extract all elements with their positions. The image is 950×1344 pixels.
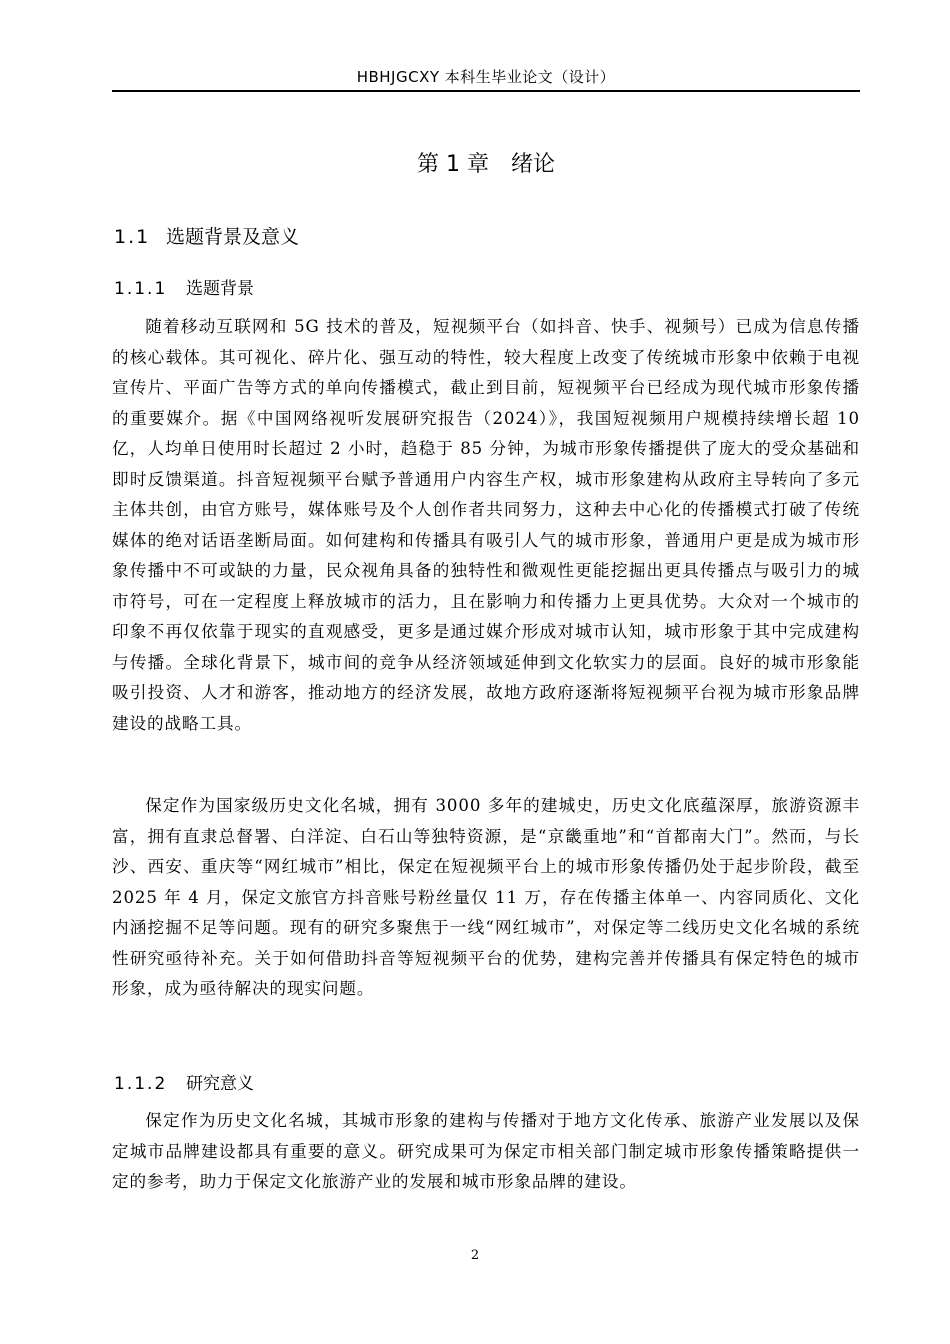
subsection-heading-1-1-1: [114, 274, 254, 299]
section-title: 选题背景及意义: [166, 226, 300, 248]
section-number: 1.1: [114, 226, 151, 248]
subsection-title: 选题背景: [186, 279, 254, 299]
header-divider: [112, 90, 860, 92]
paragraph-background-2: 保定作为国家级历史文化名城，拥有 3000 多年的建城史，历史文化底蕴深厚，旅游资源丰富，拥有直隶总督署、白洋淀、白石山等独特资源，是“京畿重地”和“首都南大门”。然而，与长沙、西安、重庆等“网红城市”相比，保定在短视频平台上的城市形象传播仍处于起步阶段，截至 2025 年 4 月，保定文旅官方抖音账号粉丝量仅 11 万，存在传播主体单一、内容同质化、文化内涵挖掘不足等问题。现有的研究多聚焦于一线“网红城市”，对保定等二线历史文化名城的系统性研究亟待补充。关于如何借助抖音等短视频平台的优势，建构完善并传播具有保定特色的城市形象，成为亟待解决的现实问题。: [112, 796, 860, 998]
subsection-number: 1.1.2: [114, 1074, 168, 1094]
running-header: HBHJGCXY 本科生毕业论文（设计）: [356, 68, 616, 86]
paragraph-significance: 保定作为历史文化名城，其城市形象的建构与传播对于地方文化传承、旅游产业发展以及保定城市品牌建设都具有重要的意义。研究成果可为保定市相关部门制定城市形象传播策略提供一定的参考，助力于保定文化旅游产业的发展和城市形象品牌的建设。: [112, 1111, 860, 1191]
subsection-number: 1.1.1: [114, 279, 168, 299]
chapter-title: 第 1 章 绪论: [417, 152, 555, 177]
paragraph-background-1: 随着移动互联网和 5G 技术的普及，短视频平台（如抖音、快手、视频号）已成为信息传播的核心载体。其可视化、碎片化、强互动的特性，较大程度上改变了传统城市形象中依赖于电视宣传片、平面广告等方式的单向传播模式，截止到目前，短视频平台已经成为现代城市形象传播的重要媒介。据《中国网络视听发展研究报告（2024）》，我国短视频用户规模持续增长超 10 亿，人均单日使用时长超过 2 小时，趋稳于 85 分钟，为城市形象传播提供了庞大的受众基础和即时反馈渠道。抖音短视频平台赋予普通用户内容生产权，城市形象建构从政府主导转向了多元主体共创，由官方账号，媒体账号及个人创作者共同努力，这种去中心化的传播模式打破了传统媒体的绝对话语垄断局面。如何建构和传播具有吸引人气的城市形象，普通用户更是成为城市形象传播中不可或缺的力量，民众视角具备的独特性和微观性更能挖掘出更具传播点与吸引力的城市符号，可在一定程度上释放城市的活力，且在影响力和传播力上更具优势。大众对一个城市的印象不再仅依靠于现实的直观感受，更多是通过媒介形成对城市认知，城市形象于其中完成建构与传播。全球化背景下，城市间的竞争从经济领域延伸到文化软实力的层面。良好的城市形象能吸引投资、人才和游客，推动地方的经济发展，故地方政府逐渐将短视频平台视为城市形象品牌建设的战略工具。: [112, 317, 860, 733]
subsection-heading-1-1-2: [114, 1069, 254, 1094]
section-heading-1-1: [114, 222, 299, 249]
page-number: 2: [470, 1248, 480, 1263]
subsection-title: 研究意义: [186, 1074, 254, 1094]
